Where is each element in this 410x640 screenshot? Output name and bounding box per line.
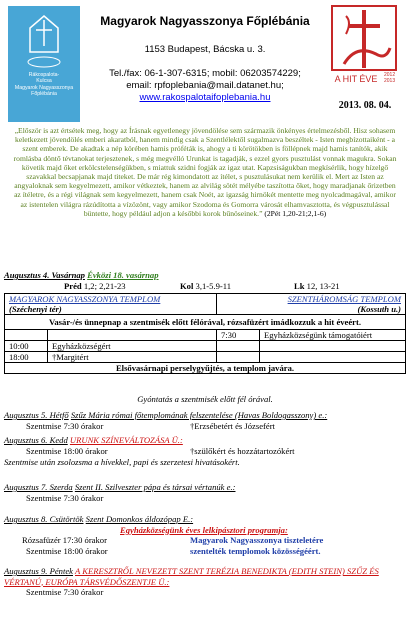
right-church-place: (Kossuth u.) <box>357 304 401 314</box>
parish-title: Magyarok Nagyasszonya Főplébánia <box>100 14 310 28</box>
reading-2 <box>180 281 231 292</box>
day-heading <box>4 566 406 587</box>
day-feast: Szent II. Szilveszter pápa és társai vértanúk e.: <box>74 482 236 492</box>
table-row <box>5 294 406 305</box>
reading-label: Préd <box>64 281 82 291</box>
rosary-time: Rózsafüzér 17:30 órakor <box>22 535 107 546</box>
left-church-cell <box>5 294 217 305</box>
reading-ref: 12, 13-21 <box>306 281 340 291</box>
mass-time: Szentmise 7:30 órakor <box>26 492 104 503</box>
mass-time: 10:00 <box>5 341 48 352</box>
left-place-cell <box>5 304 217 315</box>
mass-intention: †Margitért <box>48 352 217 363</box>
parish-logo-text <box>8 72 80 98</box>
day-note: Szentmise után zsolozsma a hívekkel, papi és szerzetesi hivatásokért. <box>4 456 240 467</box>
day-feast: URUNK SZÍNEVÁLTOZÁSA Ü.: <box>69 435 183 445</box>
website-link-text[interactable]: www.rakospalotaifoplebania.hu <box>139 92 271 103</box>
year-end: 2013 <box>384 77 396 84</box>
left-church-place: (Széchenyi tér) <box>9 304 62 314</box>
mass-intention: Egyházközségünk támogatóiért <box>260 330 406 341</box>
program-text: Magyarok Nagyasszonya tiszteletére <box>190 535 324 546</box>
day-mass-row <box>4 421 406 432</box>
reading-ref: 3,1-5.9-11 <box>195 281 232 291</box>
mass-intention <box>260 352 406 363</box>
parish-email: email: rpfoplebania@mail.datanet.hu; <box>126 80 284 91</box>
table-row <box>5 315 406 330</box>
parish-logo <box>8 6 80 122</box>
parish-logo-graphic <box>8 6 80 122</box>
year-of-faith-label: A HIT ÉVE <box>334 74 378 84</box>
mass-time: Szentmise 18:00 órakor <box>26 546 108 557</box>
program-title: Egyházközségünk éves lelkipásztori programja: <box>120 524 288 535</box>
sunday-schedule <box>4 293 406 374</box>
day-friday <box>4 566 406 598</box>
sunday-date: Augusztus 4. Vasárnap <box>4 270 85 280</box>
day-mass-row <box>4 446 406 457</box>
logo-line: Rákospalota- <box>28 72 60 78</box>
mass-time: Szentmise 18:00 órakor <box>26 445 108 456</box>
mass-intention <box>48 330 217 341</box>
right-church-name: SZENTHÁROMSÁG TEMPLOM <box>287 294 401 304</box>
table-row <box>5 304 406 315</box>
program-text: szentelték templomok közösségéért. <box>190 546 321 557</box>
day-date: Augusztus 8. Csütörtök <box>4 514 84 524</box>
table-row <box>5 352 406 363</box>
reading-3 <box>294 281 340 292</box>
mass-intention: †szülőkért és hozzátartozókért <box>190 445 295 456</box>
day-mass-row <box>4 493 406 504</box>
table-row <box>5 330 406 341</box>
year-of-faith-logo <box>326 4 402 96</box>
reading-ref: 1,2; 2,21-23 <box>83 281 126 291</box>
year-of-faith-cross-icon <box>326 4 402 74</box>
mass-time: Szentmise 7:30 órakor <box>26 587 104 598</box>
reading-1 <box>64 281 126 292</box>
right-church-cell <box>217 294 406 305</box>
day-mass-row <box>4 535 406 546</box>
mass-time <box>217 341 260 352</box>
sunday-feast: Évközi 18. vasárnap <box>87 270 159 280</box>
left-church-name: MAGYAROK NAGYASSZONYA TEMPLOM <box>9 294 161 304</box>
quote-text: „Először is azt értsétek meg, hogy az Írásnak egyetlenegy jövendölése sem származik önkényes értelmezésből. Hisz sohasem keletkezett jövendölés emberi akaratból, hanem mindig csak a Szentlélektől sugalmazva beszéltek - Isten megbízottaiként - a szent emberek. De akadtak a nép körében hamis próféták is, ahogy a ti körötökben is föllépnek majd hamis tanítók, akik romlásba döntő tévtanokat terjesztenek, s még megvélló Urunkat is tagadják, s ezzel gyors pusztulást vonnak magukra. Sokan követik majd őket erkölcstelenségükben, s miattuk szidni fogják az igaz utat. Kapzsiságukban megkísérlik, hogy hízelgő szavakkal becsapjanak majd titeket. De már rég kimondatott az ítélet, s pusztulásukat nem kerülik el. Mert az Isten az angyaloknak sem kegyelmezett, amikor vétkeztek, hanem az alvilág sötét mélyébe taszította őket, hogy maradjanak őrizetben az ítéletre, és a régi világnak sem kegyelmezett, hanem csak Noét, az igazság hirnökét mentette meg nyolcadmagával, amikor az istentelen világra rázúdította a vízözönt, vagy amikor Szodoma és Gomorra városát elhamvasztotta, és végpusztulással büntette, hogy például adjon a későbbi korok bűnöseinek.” <box>13 126 397 218</box>
confession-note: Gyóntatás a szentmisék előtt fél órával. <box>137 394 273 404</box>
day-monday <box>4 410 406 432</box>
schedule-table <box>4 293 406 374</box>
day-date: Augusztus 6. Kedd <box>4 435 68 445</box>
day-heading <box>4 514 406 525</box>
logo-line: Magyarok Nagyasszonya <box>14 84 74 91</box>
day-feast: A KERESZTRŐL NEVEZETT SZENT TERÉZIA BENEDIKTA (EDITH STEIN) SZŰZ ÉS VÉRTANÚ, EURÓPA TÁRSVÉDŐSZENTJE Ü.: <box>4 566 379 587</box>
right-place-cell <box>217 304 406 315</box>
bulletin-date: 2013. 08. 04. <box>338 100 392 111</box>
mass-time <box>5 330 48 341</box>
day-date: Augusztus 7. Szerda <box>4 482 73 492</box>
scripture-quote <box>12 126 398 218</box>
mass-time <box>217 352 260 363</box>
day-tuesday <box>4 435 406 467</box>
collection-note: Elsővasárnapi perselygyűjtés, a templom javára. <box>5 363 406 374</box>
parish-phone: Tel./fax: 06-1-307-6315; mobil: 06203574229; <box>109 68 301 79</box>
reading-label: Lk <box>294 281 305 291</box>
parish-address: 1153 Budapest, Bácska u. 3. <box>144 44 266 55</box>
logo-line: Főplébánia <box>31 91 57 98</box>
table-row <box>5 341 406 352</box>
day-heading <box>4 482 406 493</box>
day-date: Augusztus 5. Hétfő <box>4 410 69 420</box>
year-start: 2012 <box>384 72 396 78</box>
quote-reference: (2Pét 1,20-21;2,1-6) <box>264 208 327 218</box>
day-feast: Szent Domonkos áldozópap E.: <box>85 514 194 524</box>
day-feast: Szűz Mária római főtemplomának felszentelése (Havas Boldogasszony) e.: <box>70 410 328 420</box>
sunday-heading <box>4 270 406 281</box>
mass-intention: †Erzsébetért és Józsefért <box>190 420 275 431</box>
day-wednesday <box>4 482 406 504</box>
mass-intention <box>260 341 406 352</box>
day-date: Augusztus 9. Péntek <box>4 566 73 576</box>
day-mass-row <box>4 587 406 598</box>
day-heading <box>4 435 406 446</box>
logo-line: Kulcsa <box>36 78 52 85</box>
day-heading <box>4 410 406 421</box>
parish-website-link[interactable] <box>90 92 320 104</box>
day-mass-row <box>4 546 406 557</box>
mass-intention: Egyházközségért <box>48 341 217 352</box>
mass-time: Szentmise 7:30 órakor <box>26 420 104 431</box>
rosary-note: Vasár-/és ünnepnap a szentmisék előtt félórával, rózsafüzért imádkozzuk a hit éveért. <box>5 315 406 330</box>
mass-time: 7:30 <box>217 330 260 341</box>
year-of-faith-years <box>384 73 402 84</box>
day-thursday <box>4 514 406 557</box>
reading-label: Kol <box>180 281 194 291</box>
mass-time: 18:00 <box>5 352 48 363</box>
table-row <box>5 363 406 374</box>
